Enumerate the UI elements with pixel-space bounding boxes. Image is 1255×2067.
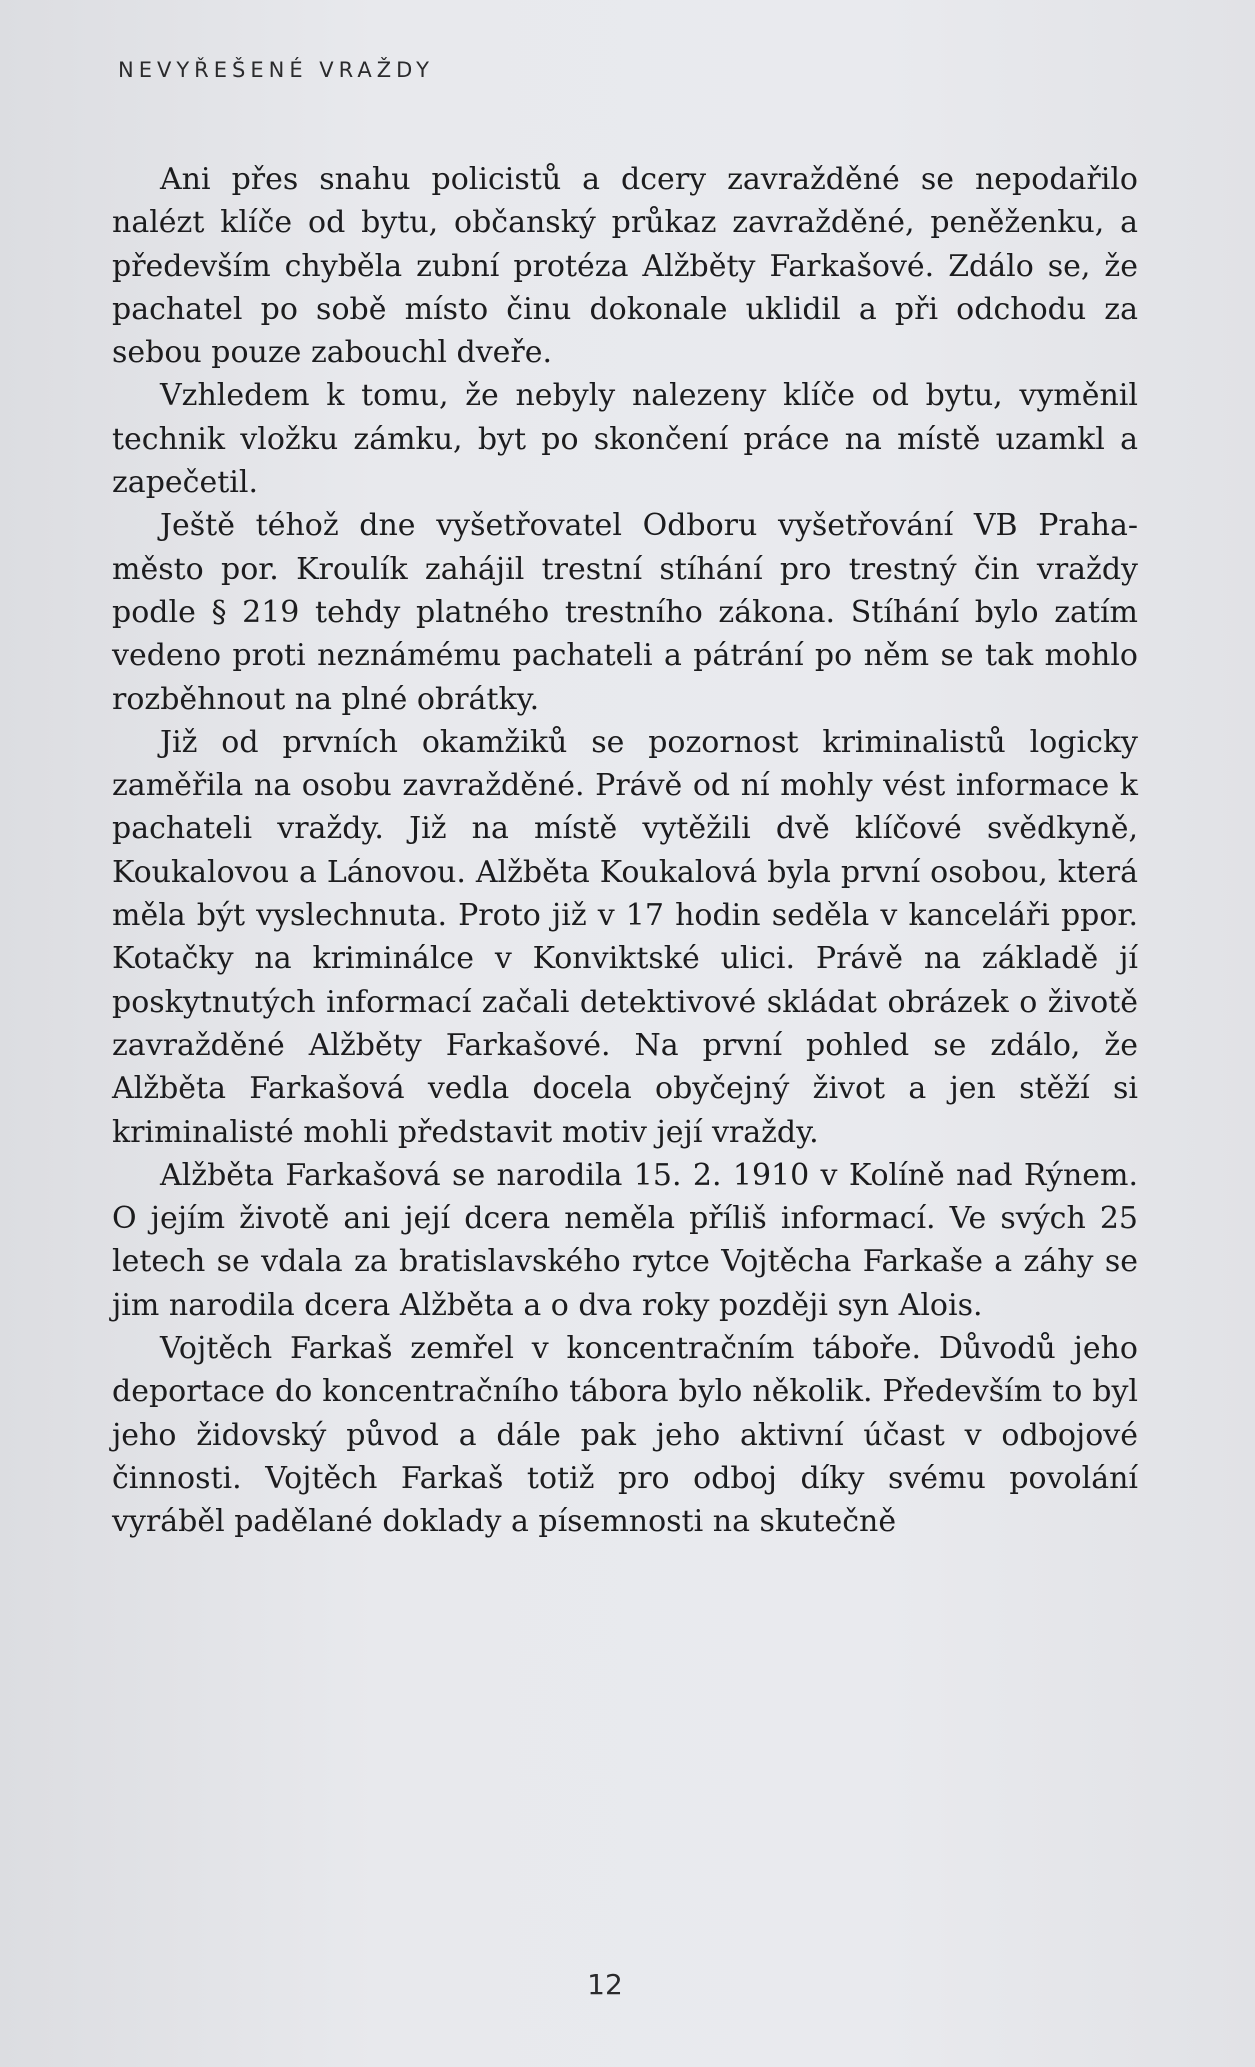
paragraph: Ještě téhož dne vyšetřovatel Odboru vyšetřování VB Praha-město por. Kroulík zahájil trestní stíhání pro trestný čin vraždy podle § 219 tehdy platného trestního zákona. Stíhání bylo zatím vedeno proti neznámému pachateli a pátrání po něm se tak mohlo rozběhnout na plné obrátky. <box>112 508 1138 717</box>
paragraph: Vojtěch Farkaš zemřel v koncentračním táboře. Důvodů jeho deportace do koncentračního tábora bylo několik. Především to byl jeho židovský původ a dále pak jeho aktivní účast v odbojové činnosti. Vojtěch Farkaš totiž pro odboj díky svému povolání vyráběl padělané doklady a písemnosti na skutečně <box>112 1331 1138 1540</box>
paragraph: Vzhledem k tomu, že nebyly nalezeny klíče od bytu, vyměnil technik vložku zámku, byt po skončení práce na místě uzamkl a zapečetil. <box>112 378 1138 501</box>
running-head: NEVYŘEŠENÉ VRAŽDY <box>118 58 434 82</box>
body-text <box>112 158 1138 1544</box>
paragraph: Již od prvních okamžiků se pozornost kriminalistů logicky zaměřila na osobu zavražděné. Právě od ní mohly vést informace k pachateli vraždy. Již na místě vytěžili dvě klíčové svědkyně, Koukalovou a Lánovou. Alžběta Koukalová byla první osobou, která měla být vyslechnuta. Proto již v 17 hodin seděla v kanceláři ppor. Kotačky na kriminálce v Konviktské ulici. Právě na základě jí poskytnutých informací začali detektivové skládat obrázek o životě zavražděné Alžběty Farkašové. Na první pohled se zdálo, že Alžběta Farkašová vedla docela obyčejný život a jen stěží si kriminalisté mohli představit motiv její vraždy. <box>112 724 1138 1150</box>
page-number: 12 <box>587 1968 623 2001</box>
paragraph: Ani přes snahu policistů a dcery zavražděné se nepodařilo nalézt klíče od bytu, občanský průkaz zavražděné, peněženku, a především chyběla zubní protéza Alžběty Farkašové. Zdálo se, že pachatel po sobě místo činu dokonale uklidil a při odchodu za sebou pouze zabouchl dveře. <box>112 162 1138 371</box>
paragraph: Alžběta Farkašová se narodila 15. 2. 1910 v Kolíně nad Rýnem. O jejím životě ani její dcera neměla příliš informací. Ve svých 25 letech se vdala za bratislavského rytce Vojtěcha Farkaše a záhy se jim narodila dcera Alžběta a o dva roky později syn Alois. <box>112 1157 1138 1323</box>
